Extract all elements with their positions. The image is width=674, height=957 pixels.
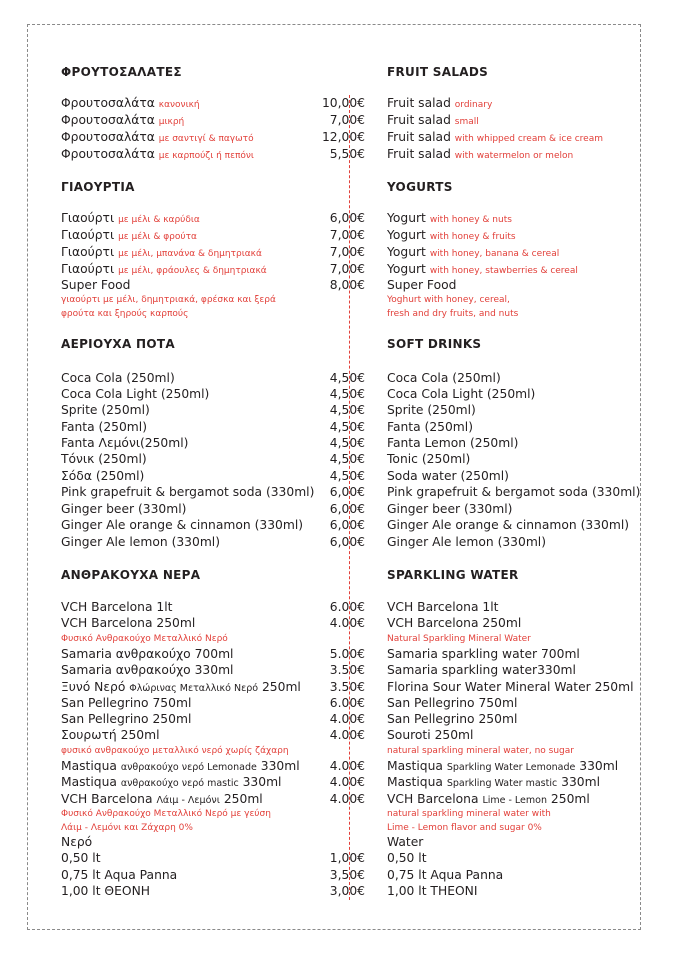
item-detail-en: Lime - Lemon [482,795,547,806]
menu-row [0,484,674,500]
item-description-en: fresh and dry fruits, and nuts [387,309,519,319]
item-name-gr: Sprite (250ml) [61,403,150,417]
menu-row [0,534,674,550]
item-price: 7,00€ [329,113,365,127]
section-title-en: SOFT DRINKS [387,337,482,351]
item-price: 5,50€ [329,147,365,161]
menu-row [0,261,674,277]
item-note-en: with watermelon or melon [454,151,574,161]
menu-row [0,227,674,243]
item-name-en: San Pellegrino 750ml [387,696,518,710]
item-price: 7,00€ [329,245,365,259]
item-note-gr: μικρή [158,117,185,127]
item-note-en: with honey, stawberries & cereal [429,266,578,276]
menu-row [0,791,674,807]
item-name-en: Mastiqua [387,759,443,773]
item-name-gr: Ginger Ale orange & cinnamon (330ml) [61,518,304,532]
item-price: 4.00€ [329,712,365,726]
item-detail-en: Sparkling Water Lemonade [446,762,576,773]
item-name-en: Samaria sparkling water330ml [387,663,576,677]
item-price: 4.00€ [329,792,365,806]
item-name-en: Water [387,835,424,849]
item-name-gr: Ξυνό Νερό [61,680,126,694]
item-name-gr: Ginger beer (330ml) [61,502,187,516]
item-name-en: VCH Barcelona [387,792,479,806]
item-note-en: with honey & fruits [429,232,516,242]
section-header [0,567,674,583]
menu-row [0,599,674,615]
item-price: 6,00€ [329,535,365,549]
menu-row [0,146,674,162]
item-price: 6,00€ [329,485,365,499]
menu-row [0,646,674,662]
item-name-gr: Σουρωτή 250ml [61,728,160,742]
section-title-gr: ΦΡΟΥΤΟΣΑΛΑΤΕΣ [61,65,182,79]
item-size-en: 250ml [550,792,590,806]
item-price: 4,50€ [329,452,365,466]
item-name-en: Coca Cola Light (250ml) [387,387,536,401]
item-size-gr: 250ml [261,680,301,694]
item-description-en: Natural Sparkling Mineral Water [387,634,531,644]
item-name-en: Ginger Ale lemon (330ml) [387,535,547,549]
menu-row [0,210,674,226]
item-name-en: Yogurt [387,228,426,242]
item-price: 4,50€ [329,469,365,483]
item-size-gr: 250ml [223,792,263,806]
item-description-gr: Φυσικό Ανθρακούχο Μεταλλικό Νερό [61,634,228,644]
section-title-gr: ΑΝΘΡΑΚΟΥΧΑ ΝΕΡΑ [61,568,201,582]
menu-row [0,850,674,866]
description-row [0,743,674,759]
item-detail-gr: Λάιμ - Λεμόνι [156,795,220,806]
item-price: 4,50€ [329,387,365,401]
item-name-en: VCH Barcelona 250ml [387,616,522,630]
item-note-en: with whipped cream & ice cream [454,134,603,144]
item-name-gr: Ginger Ale lemon (330ml) [61,535,221,549]
item-price: 7,00€ [329,228,365,242]
item-size-gr: 330ml [242,775,282,789]
section-title-gr: ΓΙΑΟΥΡΤΙΑ [61,180,135,194]
item-detail-gr: Φλώρινας Μεταλλικό Νερό [129,683,259,694]
item-name-gr: VCH Barcelona 1lt [61,600,173,614]
item-note-gr: με καρπούζι ή πεπόνι [158,151,254,161]
menu-row [0,727,674,743]
item-description-gr: φρούτα και ξηρούς καρπούς [61,309,189,319]
item-detail-gr: ανθρακούχο νερό mastic [120,778,239,789]
description-row [0,306,674,322]
section-header [0,64,674,80]
item-price: 3,50€ [329,868,365,882]
item-name-en: Yogurt [387,211,426,225]
item-price: 5.00€ [329,647,365,661]
menu-row [0,867,674,883]
item-description-en: Lime - Lemon flavor and sugar 0% [387,823,542,833]
item-price: 6.00€ [329,600,365,614]
item-price: 6.00€ [329,696,365,710]
menu-row [0,695,674,711]
item-name-gr: Φρουτοσαλάτα [61,113,155,127]
item-name-en: Tonic (250ml) [387,452,471,466]
section-header [0,336,674,352]
menu-row [0,112,674,128]
menu-row [0,679,674,695]
item-name-gr: Super Food [61,278,131,292]
item-name-gr: Φρουτοσαλάτα [61,130,155,144]
item-name-gr: Γιαούρτι [61,245,115,259]
item-name-en: Florina Sour Water Mineral Water 250ml [387,680,634,694]
item-description-en: natural sparkling mineral water with [387,809,551,819]
item-name-en: Super Food [387,278,457,292]
item-price: 6,00€ [329,211,365,225]
menu-row [0,435,674,451]
item-description-gr: Λάιμ - Λεμόνι και Ζάχαρη 0% [61,823,193,833]
item-name-gr: Coca Cola (250ml) [61,371,175,385]
menu-row [0,451,674,467]
item-name-gr: 0,50 lt [61,851,101,865]
item-name-en: 0,50 lt [387,851,427,865]
item-note-gr: με μέλι, μπανάνα & δημητριακά [118,249,262,259]
item-price: 4,50€ [329,420,365,434]
item-name-gr: Γιαούρτι [61,211,115,225]
item-name-gr: Τόνικ (250ml) [61,452,147,466]
item-note-en: with honey & nuts [429,215,512,225]
section-title-en: FRUIT SALADS [387,65,489,79]
item-note-en: with honey, banana & cereal [429,249,560,259]
menu-row [0,95,674,111]
item-note-gr: με μέλι, φράουλες & δημητριακά [118,266,267,276]
item-note-en: ordinary [454,100,493,110]
item-name-gr: San Pellegrino 250ml [61,712,192,726]
item-name-gr: 1,00 lt ΘΕΟΝΗ [61,884,151,898]
item-name-en: Fruit salad [387,147,451,161]
item-description-en: natural sparkling mineral water, no sugar [387,746,574,756]
item-name-gr: Φρουτοσαλάτα [61,147,155,161]
item-name-gr: Φρουτοσαλάτα [61,96,155,110]
menu-row [0,834,674,850]
menu-row [0,517,674,533]
menu-row [0,370,674,386]
item-price: 10,00€ [321,96,365,110]
item-name-gr: Samaria ανθρακούχο 700ml [61,647,234,661]
item-name-en: Soda water (250ml) [387,469,509,483]
item-name-en: 1,00 lt THEONI [387,884,478,898]
item-note-gr: με μέλι & φρούτα [118,232,197,242]
item-name-en: Yogurt [387,245,426,259]
menu-row [0,129,674,145]
item-size-gr: 330ml [260,759,300,773]
item-price: 4.00€ [329,775,365,789]
item-name-en: Souroti 250ml [387,728,474,742]
item-size-en: 330ml [561,775,601,789]
item-name-gr: Fanta (250ml) [61,420,147,434]
item-name-en: Fruit salad [387,96,451,110]
item-note-gr: με σαντιγί & παγωτό [158,134,254,144]
menu-row [0,419,674,435]
section-header [0,179,674,195]
item-name-en: Coca Cola (250ml) [387,371,501,385]
item-name-gr: Σόδα (250ml) [61,469,145,483]
item-name-en: Ginger Ale orange & cinnamon (330ml) [387,518,630,532]
item-note-en: small [454,117,479,127]
section-title-en: YOGURTS [387,180,453,194]
item-detail-en: Sparkling Water mastic [446,778,558,789]
item-name-gr: 0,75 lt Aqua Panna [61,868,178,882]
menu-row [0,402,674,418]
item-description-gr: Φυσικό Ανθρακούχο Μεταλλικό Νερό με γεύση [61,809,271,819]
item-price: 8,00€ [329,278,365,292]
item-note-gr: κανονική [158,100,200,110]
item-name-en: San Pellegrino 250ml [387,712,518,726]
item-price: 4.00€ [329,616,365,630]
item-name-en: Fanta (250ml) [387,420,473,434]
item-price: 7,00€ [329,262,365,276]
item-price: 3.50€ [329,680,365,694]
item-price: 3.50€ [329,663,365,677]
item-name-gr: Mastiqua [61,759,117,773]
item-description-en: Yoghurt with honey, cereal, [387,295,510,305]
item-price: 4.00€ [329,728,365,742]
item-price: 4.00€ [329,759,365,773]
item-name-en: VCH Barcelona 1lt [387,600,499,614]
item-name-en: Samaria sparkling water 700ml [387,647,580,661]
item-name-en: Ginger beer (330ml) [387,502,513,516]
item-price: 4,50€ [329,436,365,450]
item-name-en: Fruit salad [387,113,451,127]
item-name-gr: Coca Cola Light (250ml) [61,387,210,401]
item-size-en: 330ml [579,759,619,773]
item-name-gr: VCH Barcelona [61,792,153,806]
menu-row [0,758,674,774]
menu-row [0,883,674,899]
item-name-gr: Samaria ανθρακούχο 330ml [61,663,234,677]
item-price: 3,00€ [329,884,365,898]
item-name-en: 0,75 lt Aqua Panna [387,868,504,882]
item-price: 1,00€ [329,851,365,865]
menu-row [0,711,674,727]
item-description-gr: φυσικό ανθρακούχο μεταλλικό νερό χωρίς ζάχαρη [61,746,289,756]
item-name-gr: Γιαούρτι [61,262,115,276]
item-name-en: Mastiqua [387,775,443,789]
item-name-gr: Mastiqua [61,775,117,789]
item-name-gr: Γιαούρτι [61,228,115,242]
item-name-gr: San Pellegrino 750ml [61,696,192,710]
item-name-en: Pink grapefruit & bergamot soda (330ml) [387,485,641,499]
item-description-gr: γιαούρτι με μέλι, δημητριακά, φρέσκα και ξερά [61,295,276,305]
menu-row [0,277,674,293]
item-detail-gr: ανθρακούχο νερό Lemonade [120,762,257,773]
menu-row [0,386,674,402]
item-name-gr: VCH Barcelona 250ml [61,616,196,630]
menu-row [0,615,674,631]
item-name-gr: Fanta Λεμόνι(250ml) [61,436,189,450]
item-name-gr: Pink grapefruit & bergamot soda (330ml) [61,485,315,499]
item-name-en: Yogurt [387,262,426,276]
menu-row [0,501,674,517]
menu-row [0,662,674,678]
menu-row [0,774,674,790]
menu-row [0,244,674,260]
item-name-gr: Νερό [61,835,93,849]
menu-row [0,468,674,484]
item-name-en: Sprite (250ml) [387,403,476,417]
description-row [0,631,674,647]
item-name-en: Fanta Lemon (250ml) [387,436,519,450]
item-price: 12,00€ [321,130,365,144]
section-title-gr: ΑΕΡΙΟΥΧΑ ΠΟΤΑ [61,337,175,351]
item-price: 6,00€ [329,502,365,516]
item-price: 4,50€ [329,371,365,385]
item-note-gr: με μέλι & καρύδια [118,215,200,225]
item-name-en: Fruit salad [387,130,451,144]
item-price: 4,50€ [329,403,365,417]
section-title-en: SPARKLING WATER [387,568,519,582]
item-price: 6,00€ [329,518,365,532]
